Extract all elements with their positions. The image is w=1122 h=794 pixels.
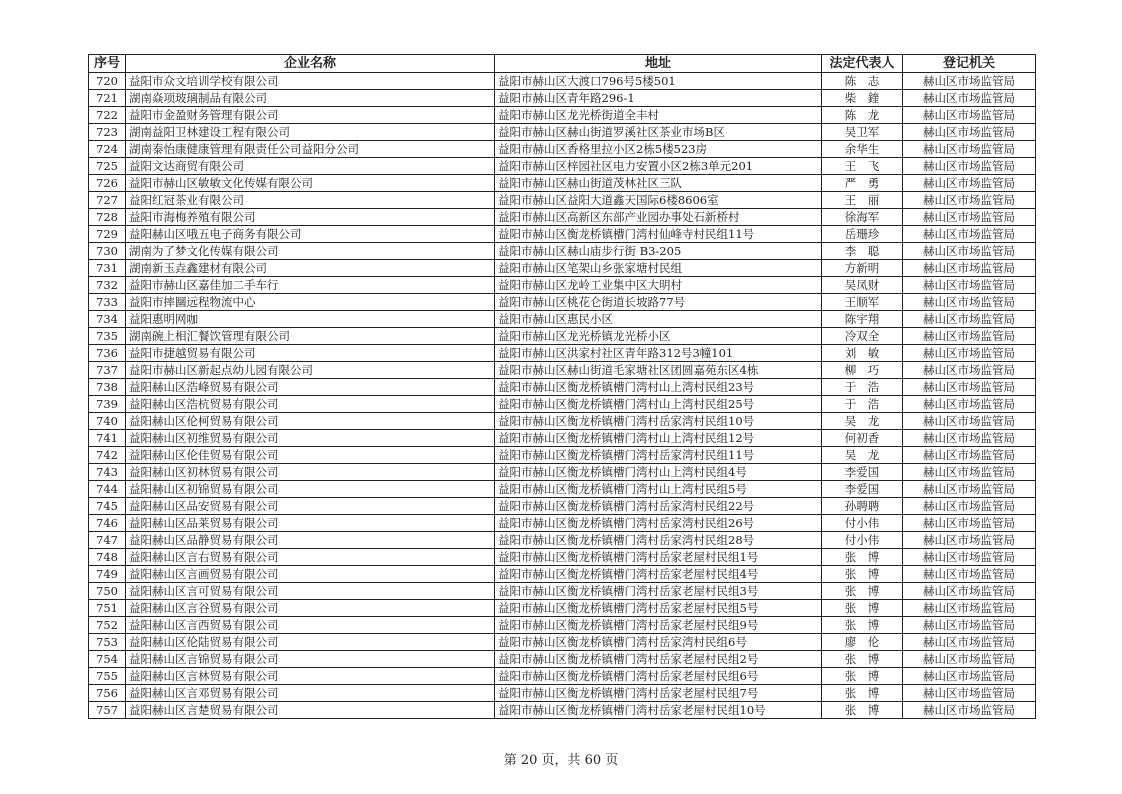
company-name: 益阳赫山区言锦贸易有限公司 xyxy=(126,651,495,668)
table-row xyxy=(89,345,1036,362)
row-index: 730 xyxy=(89,243,126,260)
row-index: 753 xyxy=(89,634,126,651)
registration-authority: 赫山区市场监管局 xyxy=(903,107,1036,124)
row-index: 731 xyxy=(89,260,126,277)
row-index: 732 xyxy=(89,277,126,294)
row-index: 734 xyxy=(89,311,126,328)
registration-authority: 赫山区市场监管局 xyxy=(903,447,1036,464)
address: 益阳市赫山区衡龙桥镇槽门湾村岳家湾村民组11号 xyxy=(495,447,822,464)
row-index: 735 xyxy=(89,328,126,345)
row-index: 744 xyxy=(89,481,126,498)
company-name: 益阳赫山区言林贸易有限公司 xyxy=(126,668,495,685)
legal-representative: 吴凤财 xyxy=(822,277,903,294)
legal-representative: 张 博 xyxy=(822,600,903,617)
address: 益阳市赫山区龙岭工业集中区大明村 xyxy=(495,277,822,294)
company-name: 益阳赫山区初维贸易有限公司 xyxy=(126,430,495,447)
registration-authority: 赫山区市场监管局 xyxy=(903,464,1036,481)
table-row xyxy=(89,141,1036,158)
row-index: 738 xyxy=(89,379,126,396)
row-index: 727 xyxy=(89,192,126,209)
page-number: 第 20 页，共 60 页 xyxy=(503,753,619,768)
registration-authority: 赫山区市场监管局 xyxy=(903,124,1036,141)
legal-representative: 孙聘聘 xyxy=(822,498,903,515)
company-name: 益阳赫山区言可贸易有限公司 xyxy=(126,583,495,600)
row-index: 733 xyxy=(89,294,126,311)
address: 益阳市赫山区衡龙桥镇槽门湾村岳家老屋村民组10号 xyxy=(495,702,822,719)
address: 益阳市赫山区衡龙桥镇槽门湾村岳家老屋村民组1号 xyxy=(495,549,822,566)
table-row xyxy=(89,447,1036,464)
company-name: 益阳赫山区伦佳贸易有限公司 xyxy=(126,447,495,464)
legal-representative: 张 博 xyxy=(822,702,903,719)
address: 益阳市赫山区赫山庙步行街 B3-205 xyxy=(495,243,822,260)
registration-authority: 赫山区市场监管局 xyxy=(903,260,1036,277)
legal-representative: 徐海军 xyxy=(822,209,903,226)
registration-authority: 赫山区市场监管局 xyxy=(903,311,1036,328)
table-row xyxy=(89,651,1036,668)
company-name: 益阳市金盈财务管理有限公司 xyxy=(126,107,495,124)
address: 益阳市赫山区赫山街道毛家塘社区团圆嘉苑东区4栋 xyxy=(495,362,822,379)
table-row xyxy=(89,481,1036,498)
company-name: 益阳赫山区言邓贸易有限公司 xyxy=(126,685,495,702)
address: 益阳市赫山区衡龙桥镇槽门湾村山上湾村民组4号 xyxy=(495,464,822,481)
company-name: 益阳赫山区哦五电子商务有限公司 xyxy=(126,226,495,243)
registration-authority: 赫山区市场监管局 xyxy=(903,226,1036,243)
registration-authority: 赫山区市场监管局 xyxy=(903,175,1036,192)
row-index: 750 xyxy=(89,583,126,600)
header-company-name: 企业名称 xyxy=(126,55,495,73)
row-index: 720 xyxy=(89,73,126,90)
address: 益阳市赫山区龙光桥镇龙光桥小区 xyxy=(495,328,822,345)
address: 益阳市赫山区衡龙桥镇槽门湾村岳家老屋村民组5号 xyxy=(495,600,822,617)
table-row xyxy=(89,124,1036,141)
registration-authority: 赫山区市场监管局 xyxy=(903,583,1036,600)
legal-representative: 张 博 xyxy=(822,651,903,668)
row-index: 729 xyxy=(89,226,126,243)
company-name: 益阳赫山区言楚贸易有限公司 xyxy=(126,702,495,719)
company-name: 益阳赫山区品安贸易有限公司 xyxy=(126,498,495,515)
address: 益阳市赫山区衡龙桥镇槽门湾村岳家湾村民组10号 xyxy=(495,413,822,430)
legal-representative: 于 浩 xyxy=(822,396,903,413)
company-name: 益阳赫山区品莱贸易有限公司 xyxy=(126,515,495,532)
address: 益阳市赫山区梓园社区电力安置小区2栋3单元201 xyxy=(495,158,822,175)
row-index: 723 xyxy=(89,124,126,141)
address: 益阳市赫山区衡龙桥镇槽门湾村岳家老屋村民组7号 xyxy=(495,685,822,702)
registration-authority: 赫山区市场监管局 xyxy=(903,617,1036,634)
table-row xyxy=(89,311,1036,328)
row-index: 722 xyxy=(89,107,126,124)
company-name: 益阳赫山区初锦贸易有限公司 xyxy=(126,481,495,498)
row-index: 726 xyxy=(89,175,126,192)
registration-authority: 赫山区市场监管局 xyxy=(903,481,1036,498)
registration-authority: 赫山区市场监管局 xyxy=(903,396,1036,413)
address: 益阳市赫山区青年路296-1 xyxy=(495,90,822,107)
company-name: 益阳赫山区初林贸易有限公司 xyxy=(126,464,495,481)
legal-representative: 付小伟 xyxy=(822,532,903,549)
row-index: 752 xyxy=(89,617,126,634)
legal-representative: 张 博 xyxy=(822,668,903,685)
registration-authority: 赫山区市场监管局 xyxy=(903,73,1036,90)
registration-authority: 赫山区市场监管局 xyxy=(903,566,1036,583)
company-name: 益阳赫山区品静贸易有限公司 xyxy=(126,532,495,549)
table-row xyxy=(89,158,1036,175)
table-row xyxy=(89,498,1036,515)
address: 益阳市赫山区衡龙桥镇槽门湾村岳家湾村民组26号 xyxy=(495,515,822,532)
row-index: 745 xyxy=(89,498,126,515)
registration-authority: 赫山区市场监管局 xyxy=(903,192,1036,209)
legal-representative: 余华生 xyxy=(822,141,903,158)
registration-authority: 赫山区市场监管局 xyxy=(903,549,1036,566)
header-registration-authority: 登记机关 xyxy=(903,55,1036,73)
row-index: 737 xyxy=(89,362,126,379)
row-index: 756 xyxy=(89,685,126,702)
registration-authority: 赫山区市场监管局 xyxy=(903,158,1036,175)
company-name: 益阳市赫山区嘉佳加二手车行 xyxy=(126,277,495,294)
table-row xyxy=(89,107,1036,124)
legal-representative: 张 博 xyxy=(822,549,903,566)
table-row xyxy=(89,260,1036,277)
address: 益阳市赫山区香格里拉小区2栋5楼523房 xyxy=(495,141,822,158)
table-row xyxy=(89,294,1036,311)
row-index: 748 xyxy=(89,549,126,566)
header-address: 地址 xyxy=(495,55,822,73)
company-name: 益阳市赫山区新起点幼儿园有限公司 xyxy=(126,362,495,379)
table-row xyxy=(89,226,1036,243)
registration-authority: 赫山区市场监管局 xyxy=(903,243,1036,260)
registration-authority: 赫山区市场监管局 xyxy=(903,600,1036,617)
table-row xyxy=(89,583,1036,600)
company-name: 益阳赫山区言谷贸易有限公司 xyxy=(126,600,495,617)
legal-representative: 方新明 xyxy=(822,260,903,277)
address: 益阳市赫山区益阳大道鑫天国际6楼8606室 xyxy=(495,192,822,209)
table-row xyxy=(89,617,1036,634)
legal-representative: 付小伟 xyxy=(822,515,903,532)
company-name: 益阳赫山区言画贸易有限公司 xyxy=(126,566,495,583)
legal-representative: 李爱国 xyxy=(822,464,903,481)
table-row xyxy=(89,515,1036,532)
table-row xyxy=(89,328,1036,345)
registration-authority: 赫山区市场监管局 xyxy=(903,413,1036,430)
address: 益阳市赫山区衡龙桥镇槽门湾村山上湾村民组12号 xyxy=(495,430,822,447)
company-name: 益阳市众文培训学校有限公司 xyxy=(126,73,495,90)
legal-representative: 李爱国 xyxy=(822,481,903,498)
address: 益阳市赫山区衡龙桥镇槽门湾村岳家湾村民组6号 xyxy=(495,634,822,651)
address: 益阳市赫山区大渡口796号5楼501 xyxy=(495,73,822,90)
legal-representative: 刘 敏 xyxy=(822,345,903,362)
company-name: 益阳赫山区伦柯贸易有限公司 xyxy=(126,413,495,430)
registration-authority: 赫山区市场监管局 xyxy=(903,362,1036,379)
legal-representative: 张 博 xyxy=(822,583,903,600)
address: 益阳市赫山区笔架山乡张家塘村民组 xyxy=(495,260,822,277)
table-row xyxy=(89,209,1036,226)
table-row xyxy=(89,192,1036,209)
address: 益阳市赫山区赫山街道罗溪社区茶业市场B区 xyxy=(495,124,822,141)
table-row xyxy=(89,668,1036,685)
legal-representative: 王 飞 xyxy=(822,158,903,175)
table-row xyxy=(89,362,1036,379)
company-name: 益阳赫山区言右贸易有限公司 xyxy=(126,549,495,566)
registration-authority: 赫山区市场监管局 xyxy=(903,651,1036,668)
registration-authority: 赫山区市场监管局 xyxy=(903,515,1036,532)
address: 益阳市赫山区衡龙桥镇槽门湾村岳家老屋村民组4号 xyxy=(495,566,822,583)
address: 益阳市赫山区衡龙桥镇槽门湾村岳家老屋村民组2号 xyxy=(495,651,822,668)
registration-authority: 赫山区市场监管局 xyxy=(903,294,1036,311)
row-index: 740 xyxy=(89,413,126,430)
row-index: 728 xyxy=(89,209,126,226)
legal-representative: 柴 鍷 xyxy=(822,90,903,107)
row-index: 746 xyxy=(89,515,126,532)
company-name: 湖南泰怡康健康管理有限责任公司益阳分公司 xyxy=(126,141,495,158)
address: 益阳市赫山区惠民小区 xyxy=(495,311,822,328)
enterprise-registry-table xyxy=(88,54,1036,719)
table-row xyxy=(89,379,1036,396)
address: 益阳市赫山区衡龙桥镇槽门湾村仙峰寺村民组11号 xyxy=(495,226,822,243)
legal-representative: 吴卫军 xyxy=(822,124,903,141)
company-name: 益阳市捷越贸易有限公司 xyxy=(126,345,495,362)
row-index: 751 xyxy=(89,600,126,617)
legal-representative: 张 博 xyxy=(822,566,903,583)
legal-representative: 张 博 xyxy=(822,685,903,702)
legal-representative: 吴 龙 xyxy=(822,413,903,430)
registration-authority: 赫山区市场监管局 xyxy=(903,668,1036,685)
table-row xyxy=(89,464,1036,481)
table-row xyxy=(89,413,1036,430)
row-index: 724 xyxy=(89,141,126,158)
company-name: 湖南碗上相汇餐饮管理有限公司 xyxy=(126,328,495,345)
table-row xyxy=(89,549,1036,566)
company-name: 湖南益阳卫林建设工程有限公司 xyxy=(126,124,495,141)
company-name: 益阳文达商贸有限公司 xyxy=(126,158,495,175)
company-name: 益阳市赫山区敏敏文化传媒有限公司 xyxy=(126,175,495,192)
legal-representative: 柳 巧 xyxy=(822,362,903,379)
registration-authority: 赫山区市场监管局 xyxy=(903,379,1036,396)
registration-authority: 赫山区市场监管局 xyxy=(903,328,1036,345)
row-index: 736 xyxy=(89,345,126,362)
address: 益阳市赫山区衡龙桥镇槽门湾村岳家湾村民组28号 xyxy=(495,532,822,549)
table-row xyxy=(89,702,1036,719)
legal-representative: 岳珊珍 xyxy=(822,226,903,243)
table-row xyxy=(89,532,1036,549)
address: 益阳市赫山区洪家村社区青年路312号3幢101 xyxy=(495,345,822,362)
table-row xyxy=(89,634,1036,651)
row-index: 725 xyxy=(89,158,126,175)
legal-representative: 李 聪 xyxy=(822,243,903,260)
legal-representative: 陈 志 xyxy=(822,73,903,90)
company-name: 湖南为了梦文化传媒有限公司 xyxy=(126,243,495,260)
row-index: 739 xyxy=(89,396,126,413)
registration-authority: 赫山区市场监管局 xyxy=(903,277,1036,294)
row-index: 742 xyxy=(89,447,126,464)
company-name: 益阳赫山区浩峰贸易有限公司 xyxy=(126,379,495,396)
table-row xyxy=(89,175,1036,192)
row-index: 755 xyxy=(89,668,126,685)
registration-authority: 赫山区市场监管局 xyxy=(903,90,1036,107)
company-name: 益阳惠明网咖 xyxy=(126,311,495,328)
registration-authority: 赫山区市场监管局 xyxy=(903,430,1036,447)
address: 益阳市赫山区衡龙桥镇槽门湾村山上湾村民组25号 xyxy=(495,396,822,413)
registration-authority: 赫山区市场监管局 xyxy=(903,685,1036,702)
company-name: 益阳赫山区言西贸易有限公司 xyxy=(126,617,495,634)
table-row xyxy=(89,566,1036,583)
registration-authority: 赫山区市场监管局 xyxy=(903,498,1036,515)
address: 益阳市赫山区衡龙桥镇槽门湾村岳家老屋村民组9号 xyxy=(495,617,822,634)
table-row xyxy=(89,90,1036,107)
registration-authority: 赫山区市场监管局 xyxy=(903,345,1036,362)
registration-authority: 赫山区市场监管局 xyxy=(903,532,1036,549)
header-index: 序号 xyxy=(89,55,126,73)
address: 益阳市赫山区衡龙桥镇槽门湾村岳家老屋村民组3号 xyxy=(495,583,822,600)
table-row xyxy=(89,243,1036,260)
company-name: 湖南新玉垚鑫建材有限公司 xyxy=(126,260,495,277)
header-legal-representative: 法定代表人 xyxy=(822,55,903,73)
table-header-row xyxy=(89,55,1036,73)
company-name: 益阳赫山区伦陆贸易有限公司 xyxy=(126,634,495,651)
row-index: 747 xyxy=(89,532,126,549)
row-index: 721 xyxy=(89,90,126,107)
address: 益阳市赫山区衡龙桥镇槽门湾村岳家老屋村民组6号 xyxy=(495,668,822,685)
legal-representative: 陈 龙 xyxy=(822,107,903,124)
address: 益阳市赫山区赫山街道茂林社区三队 xyxy=(495,175,822,192)
address: 益阳市赫山区衡龙桥镇槽门湾村山上湾村民组5号 xyxy=(495,481,822,498)
legal-representative: 张 博 xyxy=(822,617,903,634)
row-index: 743 xyxy=(89,464,126,481)
registration-authority: 赫山区市场监管局 xyxy=(903,141,1036,158)
address: 益阳市赫山区桃花仑街道长坡路77号 xyxy=(495,294,822,311)
address: 益阳市赫山区衡龙桥镇槽门湾村岳家湾村民组22号 xyxy=(495,498,822,515)
legal-representative: 严 勇 xyxy=(822,175,903,192)
registration-authority: 赫山区市场监管局 xyxy=(903,209,1036,226)
registration-authority: 赫山区市场监管局 xyxy=(903,702,1036,719)
company-name: 益阳市海梅养殖有限公司 xyxy=(126,209,495,226)
address: 益阳市赫山区高新区东部产业园办事处石新桥村 xyxy=(495,209,822,226)
registration-authority: 赫山区市场监管局 xyxy=(903,634,1036,651)
company-name: 益阳红冠茶业有限公司 xyxy=(126,192,495,209)
legal-representative: 冷双全 xyxy=(822,328,903,345)
legal-representative: 王 丽 xyxy=(822,192,903,209)
table-row xyxy=(89,685,1036,702)
row-index: 741 xyxy=(89,430,126,447)
legal-representative: 陈宇翔 xyxy=(822,311,903,328)
table-row xyxy=(89,600,1036,617)
row-index: 757 xyxy=(89,702,126,719)
table-row xyxy=(89,430,1036,447)
address: 益阳市赫山区龙光桥街道全丰村 xyxy=(495,107,822,124)
table-row xyxy=(89,396,1036,413)
company-name: 湖南焱项玻璃制品有限公司 xyxy=(126,90,495,107)
legal-representative: 何初香 xyxy=(822,430,903,447)
legal-representative: 于 浩 xyxy=(822,379,903,396)
address: 益阳市赫山区衡龙桥镇槽门湾村山上湾村民组23号 xyxy=(495,379,822,396)
row-index: 754 xyxy=(89,651,126,668)
table-row xyxy=(89,277,1036,294)
row-index: 749 xyxy=(89,566,126,583)
table-row xyxy=(89,73,1036,90)
legal-representative: 吴 龙 xyxy=(822,447,903,464)
legal-representative: 廖 伦 xyxy=(822,634,903,651)
company-name: 益阳赫山区浩杭贸易有限公司 xyxy=(126,396,495,413)
legal-representative: 王顺军 xyxy=(822,294,903,311)
company-name: 益阳市摔圝远程物流中心 xyxy=(126,294,495,311)
